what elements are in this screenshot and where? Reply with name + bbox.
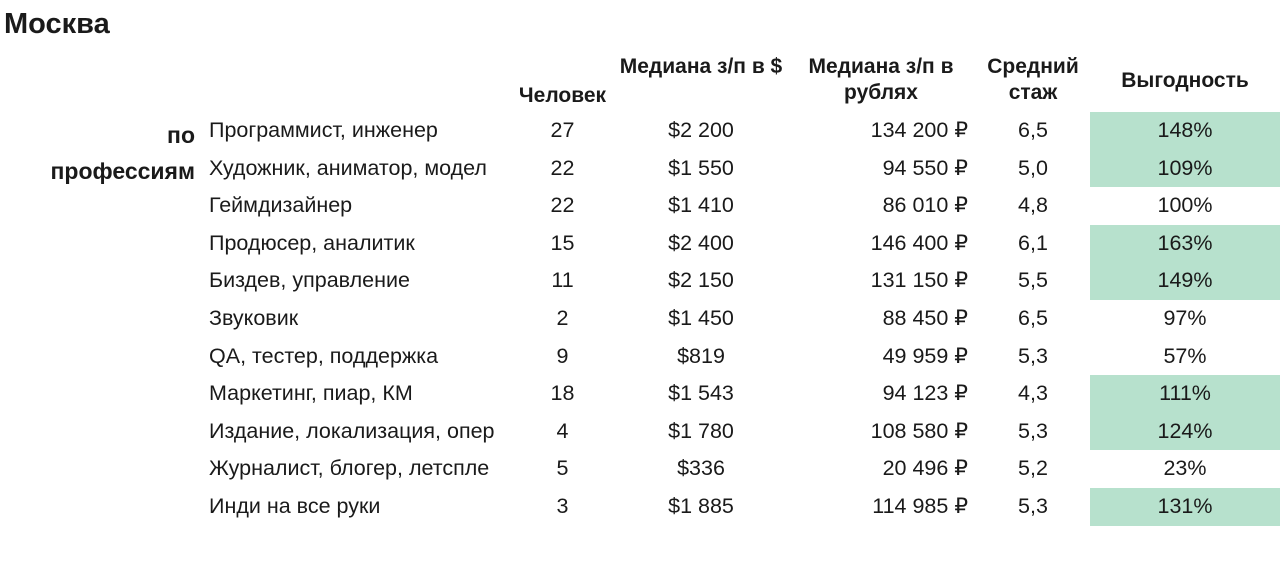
- header-experience: Средний стаж: [987, 55, 1079, 104]
- median-rub-cell: 86 010 ₽: [882, 193, 968, 218]
- benefit-cell: 148%: [1090, 112, 1280, 150]
- table-row: [0, 112, 1280, 150]
- table-row: [0, 450, 1280, 488]
- profession-cell: QA, тестер, поддержка: [209, 343, 439, 368]
- benefit-cell: 97%: [1163, 305, 1207, 330]
- experience-cell: 5,3: [1018, 418, 1048, 443]
- people-cell: 22: [550, 193, 575, 218]
- benefit-cell: 109%: [1090, 150, 1280, 188]
- profession-cell: Продюсер, аналитик: [209, 230, 415, 255]
- median-usd-cell: $336: [677, 456, 725, 481]
- median-rub-cell: 131 150 ₽: [870, 268, 968, 293]
- experience-cell: 6,5: [1018, 118, 1048, 142]
- header-people: Человек: [518, 84, 607, 107]
- table-row: [0, 187, 1280, 225]
- benefit-cell: 23%: [1163, 456, 1207, 481]
- people-cell: 9: [556, 343, 569, 368]
- profession-cell: Геймдизайнер: [209, 193, 353, 218]
- table-row: [0, 338, 1280, 376]
- table-row: [0, 150, 1280, 188]
- table-row: [0, 375, 1280, 413]
- median-usd-cell: $1 410: [668, 193, 734, 218]
- experience-cell: 5,0: [1018, 155, 1048, 180]
- median-rub-cell: 134 200 ₽: [870, 118, 968, 142]
- median-rub-cell: 94 123 ₽: [882, 381, 968, 406]
- benefit-cell: 100%: [1157, 193, 1213, 218]
- median-usd-cell: $1 450: [668, 305, 734, 330]
- median-usd-cell: $1 550: [668, 155, 734, 180]
- benefit-cell: 124%: [1090, 413, 1280, 451]
- profession-cell: Инди на все руки: [209, 493, 381, 518]
- table-row: [0, 488, 1280, 526]
- experience-cell: 4,8: [1018, 193, 1048, 218]
- profession-cell: Издание, локализация, опер: [209, 418, 495, 443]
- header-median-usd: Медиана з/п в $: [619, 55, 783, 78]
- people-cell: 11: [551, 268, 574, 293]
- table-row: [0, 262, 1280, 300]
- median-rub-cell: 108 580 ₽: [870, 418, 968, 443]
- profession-cell: Звуковик: [209, 305, 299, 330]
- people-cell: 22: [550, 155, 575, 180]
- benefit-cell: 149%: [1090, 262, 1280, 300]
- experience-cell: 6,1: [1018, 230, 1048, 255]
- people-cell: 15: [550, 230, 575, 255]
- median-usd-cell: $1 885: [668, 493, 734, 518]
- people-cell: 4: [556, 418, 569, 443]
- experience-cell: 4,3: [1018, 381, 1048, 406]
- header-benefit: Выгодность: [1121, 69, 1249, 92]
- experience-cell: 5,3: [1018, 343, 1048, 368]
- table-row: [0, 225, 1280, 263]
- experience-cell: 6,5: [1018, 305, 1048, 330]
- profession-cell: Журналист, блогер, летсплe: [209, 456, 490, 481]
- group-label-line-1: по: [167, 122, 195, 148]
- experience-cell: 5,5: [1018, 268, 1048, 293]
- people-cell: 27: [550, 118, 575, 142]
- experience-cell: 5,2: [1018, 456, 1048, 481]
- benefit-cell: 111%: [1090, 375, 1280, 413]
- median-rub-cell: 146 400 ₽: [870, 230, 968, 255]
- profession-cell: Биздев, управление: [209, 268, 410, 293]
- table-row: [0, 413, 1280, 451]
- median-rub-cell: 20 496 ₽: [882, 456, 968, 481]
- benefit-cell: 163%: [1090, 225, 1280, 263]
- median-rub-cell: 88 450 ₽: [882, 305, 968, 330]
- median-usd-cell: $2 200: [668, 118, 734, 142]
- median-usd-cell: $2 400: [668, 230, 734, 255]
- experience-cell: 5,3: [1018, 493, 1048, 518]
- median-rub-cell: 49 959 ₽: [882, 343, 968, 368]
- header-median-rub: Медиана з/п в рублях: [808, 55, 954, 104]
- salary-table: [0, 112, 1280, 526]
- median-usd-cell: $1 543: [668, 381, 734, 406]
- people-cell: 3: [556, 493, 569, 518]
- profession-cell: Программист, инженер: [209, 118, 438, 142]
- group-label-line-2: профессиям: [50, 158, 195, 184]
- median-rub-cell: 114 985 ₽: [872, 493, 968, 518]
- median-usd-cell: $1 780: [668, 418, 734, 443]
- page-title: Москва: [4, 8, 110, 40]
- people-cell: 2: [556, 305, 569, 330]
- people-cell: 18: [550, 381, 575, 406]
- profession-cell: Художник, аниматор, модел: [209, 155, 487, 180]
- benefit-cell: 57%: [1163, 343, 1207, 368]
- profession-cell: Маркетинг, пиар, КМ: [209, 381, 413, 406]
- table-row: [0, 300, 1280, 338]
- median-usd-cell: $819: [677, 343, 725, 368]
- benefit-cell: 131%: [1090, 488, 1280, 526]
- people-cell: 5: [556, 456, 569, 481]
- median-rub-cell: 94 550 ₽: [882, 155, 968, 180]
- median-usd-cell: $2 150: [668, 268, 734, 293]
